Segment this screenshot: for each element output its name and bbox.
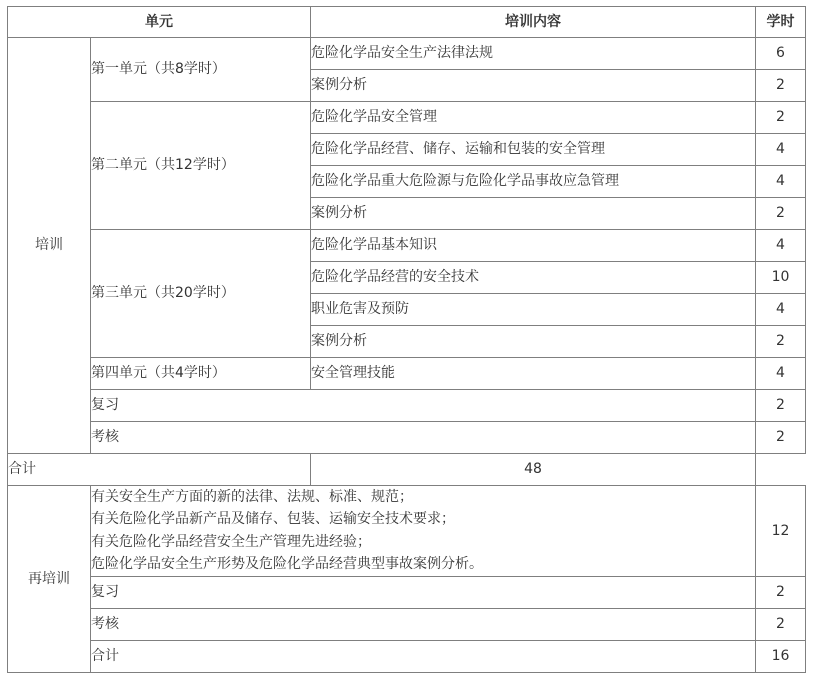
content-cell: 安全管理技能 [311,358,756,390]
hours-cell: 2 [756,326,806,358]
unit-name: 第一单元（共8学时） [91,38,311,102]
content-cell: 危险化学品安全管理 [311,102,756,134]
hours-cell: 4 [756,358,806,390]
table-header-row [8,7,806,38]
hours-cell: 6 [756,38,806,70]
section-training: 培训 [8,38,91,454]
retraining-line: 危险化学品安全生产形势及危险化学品经营典型事故案例分析。 [91,556,483,573]
content-cell: 职业危害及预防 [311,294,756,326]
review-label: 复习 [91,390,756,422]
content-cell: 危险化学品重大危险源与危险化学品事故应急管理 [311,166,756,198]
header-content: 培训内容 [311,7,756,38]
hours-cell: 2 [756,608,806,640]
retraining-line: 有关安全生产方面的新的法律、法规、标准、规范； [91,489,413,505]
retraining-line: 有关危险化学品新产品及储存、包装、运输安全技术要求； [91,511,455,528]
exam-label: 考核 [91,422,756,454]
unit-name: 第四单元（共4学时） [91,358,311,390]
training-hours-table [7,6,806,673]
table-row [8,454,806,486]
content-cell: 危险化学品经营的安全技术 [311,262,756,294]
table-row [8,230,806,262]
content-cell: 案例分析 [311,198,756,230]
table-row [8,422,806,454]
retraining-content [91,486,756,577]
exam-label: 考核 [91,608,756,640]
content-cell: 危险化学品安全生产法律法规 [311,38,756,70]
hours-cell: 4 [756,166,806,198]
table-row [8,608,806,640]
hours-cell: 12 [756,486,806,577]
hours-cell: 2 [756,102,806,134]
hours-cell: 2 [756,422,806,454]
review-label: 复习 [91,576,756,608]
content-cell: 危险化学品经营、储存、运输和包装的安全管理 [311,134,756,166]
content-cell: 案例分析 [311,70,756,102]
total-hours: 48 [311,454,756,486]
unit-name: 第三单元（共20学时） [91,230,311,358]
table-row [8,358,806,390]
table-row [8,640,806,672]
table-row [8,38,806,70]
hours-cell: 10 [756,262,806,294]
table-row [8,390,806,422]
retraining-line: 有关危险化学品经营安全生产管理先进经验； [91,533,371,550]
hours-cell: 2 [756,390,806,422]
table-row [8,102,806,134]
hours-cell: 4 [756,134,806,166]
header-unit: 单元 [8,7,311,38]
total-label: 合计 [8,454,311,486]
table-row [8,576,806,608]
total-label: 合计 [91,640,756,672]
header-hours: 学时 [756,7,806,38]
table-row [8,486,806,577]
total-hours: 16 [756,640,806,672]
content-cell: 案例分析 [311,326,756,358]
section-retraining: 再培训 [8,486,91,673]
hours-cell: 2 [756,198,806,230]
content-cell: 危险化学品基本知识 [311,230,756,262]
hours-cell: 4 [756,230,806,262]
hours-cell: 2 [756,70,806,102]
hours-cell: 4 [756,294,806,326]
hours-cell: 2 [756,576,806,608]
unit-name: 第二单元（共12学时） [91,102,311,230]
